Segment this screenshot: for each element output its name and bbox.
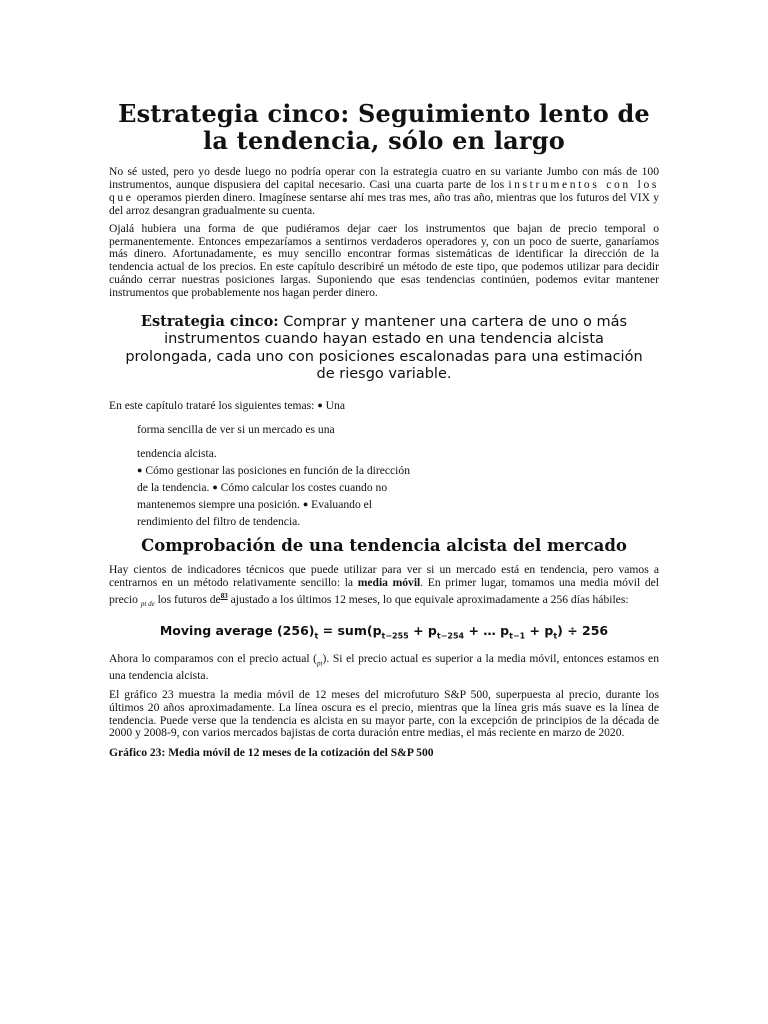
topic-text: Una bbox=[322, 399, 345, 413]
topics-list bbox=[137, 421, 477, 530]
formula-part: = sum(p bbox=[318, 623, 382, 639]
topics-intro: En este capítulo trataré los siguientes temas: bbox=[109, 399, 318, 413]
formula-part: Moving average (256) bbox=[159, 623, 315, 639]
body-text: Hay cientos de indicadores técnicos que puede utilizar para ver si un mercado está en tendencia, pero vamos a centrarnos en un método relativamente sencillo: la bbox=[109, 563, 659, 590]
moving-average-formula bbox=[109, 623, 659, 645]
topic-text: Cómo calcular los costes cuando no bbox=[217, 481, 388, 495]
bullet-icon: ● bbox=[302, 499, 309, 510]
bullet-icon: ● bbox=[317, 400, 323, 411]
section-paragraph-1 bbox=[109, 564, 659, 611]
topic-text: Evaluando el bbox=[308, 498, 373, 512]
topic-line bbox=[137, 496, 477, 513]
chapter-title: Estrategia cinco: Seguimiento lento de la tendencia, sólo en largo bbox=[118, 99, 650, 155]
bullet-icon: ● bbox=[137, 465, 143, 476]
bold-term: media móvil bbox=[357, 576, 421, 590]
formula-subscript: t bbox=[553, 631, 558, 641]
section-paragraph-3: El gráfico 23 muestra la media móvil de 12 meses del microfuturo S&P 500, superpuesta al precio, durante los últimos 20 años aproximadamente. La línea oscura es el precio, mientras que la línea gris más suave es la línea de tendencia. Puede verse que la tendencia es alcista en su mayor parte, con la excepción de principios de la década de 2000 y 2008-9, con varios mercados bajistas de corta duración entre medias, el más reciente en marzo de 2020. bbox=[109, 687, 659, 740]
body-text: ). Si el precio actual es superior a la media móvil, entonces estamos en una tendencia alcista. bbox=[109, 651, 659, 682]
topic-text: Cómo gestionar las posiciones en función de la dirección bbox=[142, 464, 410, 478]
body-text: ajustado a los últimos 12 meses, lo que equivale aproximadamente a 256 días hábiles: bbox=[227, 592, 629, 606]
topic-text: tendencia alcista. bbox=[137, 447, 217, 461]
footnote-reference[interactable]: 83 bbox=[220, 592, 228, 601]
topic-line bbox=[137, 513, 477, 530]
strategy-highlight bbox=[123, 313, 645, 383]
section-paragraph-2 bbox=[109, 653, 659, 683]
intro-text: No sé usted, pero yo desde luego no podría operar con la estrategia cuatro en su variante Jumbo con más de 100 instrumentos, aunque dispusiera del capital necesario. Casi una cuarta parte de los bbox=[109, 165, 659, 191]
topic-line bbox=[137, 462, 477, 479]
topic-text: forma sencilla de ver si un mercado es una bbox=[137, 423, 335, 437]
body-text: Ahora lo comparamos con el precio actual ( bbox=[109, 651, 318, 665]
formula-part: + p bbox=[525, 623, 554, 639]
intro-paragraph-1 bbox=[109, 166, 659, 218]
figure-caption: Gráfico 23: Media móvil de 12 meses de la cotización del S&P 500 bbox=[109, 746, 434, 760]
formula-subscript: t−254 bbox=[436, 631, 465, 641]
topic-text: de la tendencia. bbox=[137, 481, 213, 495]
body-text: los futuros de bbox=[154, 592, 221, 606]
strategy-text: Comprar y mantener una cartera de uno o más instrumentos cuando hayan estado en una tendencia alcista prolongada, cada uno con posiciones escalonadas para una estimación de riesgo variable. bbox=[125, 314, 643, 382]
strategy-label: Estrategia cinco: bbox=[140, 313, 279, 331]
subscript-text: pt de bbox=[140, 600, 155, 609]
topic-text: rendimiento del filtro de tendencia. bbox=[137, 515, 301, 529]
formula-subscript: t−1 bbox=[509, 631, 526, 641]
topic-line bbox=[137, 445, 477, 462]
formula-subscript: t−255 bbox=[381, 631, 409, 641]
topic-line bbox=[137, 421, 477, 438]
bullet-icon: ● bbox=[212, 482, 218, 493]
formula-part: ) ÷ 256 bbox=[557, 623, 609, 639]
topics-intro-line bbox=[109, 399, 659, 413]
formula-subscript: t bbox=[314, 631, 319, 641]
formula-part: + p bbox=[408, 623, 437, 639]
section-heading: Comprobación de una tendencia alcista del mercado bbox=[141, 536, 627, 556]
topic-text: mantenemos siempre una posición. bbox=[137, 498, 303, 512]
intro-paragraph-2: Ojalá hubiera una forma de que pudiéramos dejar caer los instrumentos que bajan de precio temporal o permanentemente. Entonces empezaríamos a sentirnos verdaderos operadores y, con un poco de suerte, ganaríamos más dinero. Afortunadamente, es muy sencillo encontrar formas sistemáticas de identificar la dirección de la tendencia actual de los precios. En este capítulo describiré un método de este tipo, que podemos utilizar para decidir cuándo cerrar nuestras posiciones largas. Suponiendo que esas tendencias continúen, podemos evitar mantener instrumentos que probablemente nos hagan perder dinero. bbox=[109, 221, 659, 300]
body-text: . En primer lugar, tomamos una media móvil del precio bbox=[109, 576, 659, 606]
document-page bbox=[109, 100, 659, 759]
formula-part: + … p bbox=[464, 623, 510, 639]
topic-line bbox=[137, 479, 477, 496]
intro-text: operamos pierden dinero. Imagínese sentarse ahí mes tras mes, año tras año, mientras que los futuros del VIX y del arroz desangran gradualmente su cuenta. bbox=[109, 190, 659, 217]
intro-spaced-text: instrumentos con los que bbox=[109, 177, 659, 204]
subscript-text: pt bbox=[317, 658, 323, 667]
